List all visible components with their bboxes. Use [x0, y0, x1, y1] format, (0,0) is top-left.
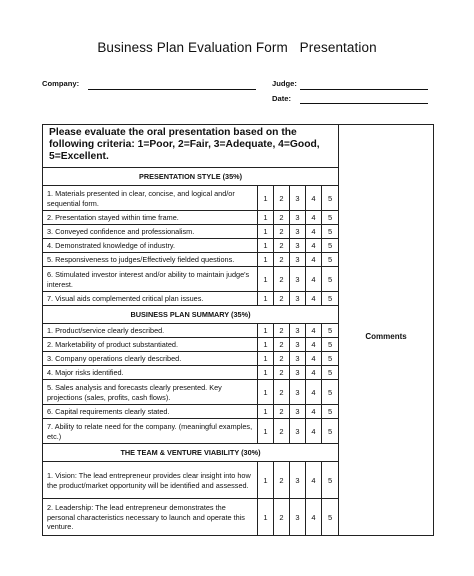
score-option-5[interactable]: 5	[322, 462, 339, 499]
score-option-5[interactable]: 5	[322, 225, 339, 239]
score-option-3[interactable]: 3	[290, 225, 306, 239]
criteria-text: 5. Responsiveness to judges/Effectively fielded questions.	[43, 253, 258, 267]
criteria-text: 7. Visual aids complemented critical plan issues.	[43, 292, 258, 306]
score-option-3[interactable]: 3	[290, 292, 306, 306]
score-option-2[interactable]: 2	[274, 324, 290, 338]
score-option-4[interactable]: 4	[306, 253, 322, 267]
score-option-4[interactable]: 4	[306, 239, 322, 253]
score-option-1[interactable]: 1	[258, 292, 274, 306]
score-option-1[interactable]: 1	[258, 499, 274, 536]
score-option-5[interactable]: 5	[322, 419, 339, 444]
score-option-5[interactable]: 5	[322, 352, 339, 366]
criteria-text: 6. Capital requirements clearly stated.	[43, 405, 258, 419]
score-option-3[interactable]: 3	[290, 380, 306, 405]
evaluation-table	[42, 124, 434, 536]
score-option-1[interactable]: 1	[258, 366, 274, 380]
score-option-4[interactable]: 4	[306, 267, 322, 292]
score-option-4[interactable]: 4	[306, 419, 322, 444]
score-option-2[interactable]: 2	[274, 366, 290, 380]
score-option-2[interactable]: 2	[274, 186, 290, 211]
score-option-1[interactable]: 1	[258, 253, 274, 267]
score-option-4[interactable]: 4	[306, 499, 322, 536]
score-option-4[interactable]: 4	[306, 366, 322, 380]
score-option-1[interactable]: 1	[258, 239, 274, 253]
form-title-presentation: Presentation	[299, 40, 377, 55]
score-option-1[interactable]: 1	[258, 211, 274, 225]
score-option-5[interactable]: 5	[322, 499, 339, 536]
score-option-4[interactable]: 4	[306, 462, 322, 499]
score-option-1[interactable]: 1	[258, 267, 274, 292]
score-option-2[interactable]: 2	[274, 253, 290, 267]
score-option-1[interactable]: 1	[258, 225, 274, 239]
score-option-5[interactable]: 5	[322, 239, 339, 253]
score-option-3[interactable]: 3	[290, 186, 306, 211]
score-option-3[interactable]: 3	[290, 419, 306, 444]
score-option-2[interactable]: 2	[274, 499, 290, 536]
score-option-1[interactable]: 1	[258, 380, 274, 405]
score-option-4[interactable]: 4	[306, 225, 322, 239]
score-option-2[interactable]: 2	[274, 338, 290, 352]
criteria-text: 1. Vision: The lead entrepreneur provides clear insight into how the product/market opportunity will be identified and assessed.	[43, 462, 258, 499]
score-option-5[interactable]: 5	[322, 186, 339, 211]
score-option-4[interactable]: 4	[306, 352, 322, 366]
section-title: PRESENTATION STYLE (35%)	[43, 168, 339, 186]
score-option-1[interactable]: 1	[258, 462, 274, 499]
score-option-5[interactable]: 5	[322, 253, 339, 267]
criteria-text: 6. Stimulated investor interest and/or ability to maintain judge's interest.	[43, 267, 258, 292]
criteria-text: 1. Materials presented in clear, concise, and logical and/or sequential form.	[43, 186, 258, 211]
score-option-3[interactable]: 3	[290, 366, 306, 380]
score-option-2[interactable]: 2	[274, 225, 290, 239]
score-option-2[interactable]: 2	[274, 405, 290, 419]
score-option-5[interactable]: 5	[322, 366, 339, 380]
company-label: Company:	[42, 79, 80, 88]
score-option-3[interactable]: 3	[290, 405, 306, 419]
score-option-3[interactable]: 3	[290, 267, 306, 292]
section-title: BUSINESS PLAN SUMMARY (35%)	[43, 306, 339, 324]
judge-field[interactable]	[300, 89, 428, 90]
score-option-2[interactable]: 2	[274, 462, 290, 499]
score-option-2[interactable]: 2	[274, 292, 290, 306]
score-option-4[interactable]: 4	[306, 405, 322, 419]
score-option-3[interactable]: 3	[290, 239, 306, 253]
score-option-4[interactable]: 4	[306, 292, 322, 306]
score-option-4[interactable]: 4	[306, 338, 322, 352]
criteria-text: 3. Conveyed confidence and professionalism.	[43, 225, 258, 239]
score-option-3[interactable]: 3	[290, 499, 306, 536]
criteria-text: 2. Presentation stayed within time frame.	[43, 211, 258, 225]
score-option-5[interactable]: 5	[322, 405, 339, 419]
score-option-5[interactable]: 5	[322, 267, 339, 292]
form-title	[0, 40, 474, 55]
score-option-3[interactable]: 3	[290, 253, 306, 267]
comments-header: Comments	[339, 125, 434, 536]
score-option-3[interactable]: 3	[290, 352, 306, 366]
score-option-4[interactable]: 4	[306, 186, 322, 211]
section-title: THE TEAM & VENTURE VIABILITY (30%)	[43, 444, 339, 462]
criteria-text: 5. Sales analysis and forecasts clearly presented. Key projections (sales, profits, cash flows).	[43, 380, 258, 405]
criteria-text: 3. Company operations clearly described.	[43, 352, 258, 366]
score-option-1[interactable]: 1	[258, 186, 274, 211]
score-option-5[interactable]: 5	[322, 292, 339, 306]
criteria-text: 4. Demonstrated knowledge of industry.	[43, 239, 258, 253]
date-field[interactable]	[300, 103, 428, 104]
company-field[interactable]	[88, 89, 256, 90]
score-option-4[interactable]: 4	[306, 380, 322, 405]
instruction-row	[43, 125, 434, 168]
score-option-5[interactable]: 5	[322, 338, 339, 352]
score-option-1[interactable]: 1	[258, 338, 274, 352]
criteria-text: 4. Major risks identified.	[43, 366, 258, 380]
score-option-1[interactable]: 1	[258, 419, 274, 444]
score-option-4[interactable]: 4	[306, 324, 322, 338]
score-option-3[interactable]: 3	[290, 338, 306, 352]
score-option-1[interactable]: 1	[258, 324, 274, 338]
instructions-text: Please evaluate the oral presentation based on the following criteria: 1=Poor, 2=Fair, 3=Adequate, 4=Good, 5=Excellent.	[43, 125, 339, 168]
score-option-3[interactable]: 3	[290, 324, 306, 338]
date-label: Date:	[272, 94, 291, 103]
criteria-text: 2. Leadership: The lead entrepreneur demonstrates the personal characteristics necessary to launch and operate this venture.	[43, 499, 258, 536]
score-option-2[interactable]: 2	[274, 352, 290, 366]
score-option-2[interactable]: 2	[274, 211, 290, 225]
score-option-2[interactable]: 2	[274, 419, 290, 444]
score-option-2[interactable]: 2	[274, 267, 290, 292]
criteria-text: 7. Ability to relate need for the company. (meaningful examples, etc.)	[43, 419, 258, 444]
score-option-1[interactable]: 1	[258, 352, 274, 366]
score-option-5[interactable]: 5	[322, 324, 339, 338]
score-option-2[interactable]: 2	[274, 380, 290, 405]
judge-label: Judge:	[272, 79, 297, 88]
criteria-text: 2. Marketability of product substantiated.	[43, 338, 258, 352]
score-option-2[interactable]: 2	[274, 239, 290, 253]
score-option-5[interactable]: 5	[322, 211, 339, 225]
score-option-3[interactable]: 3	[290, 462, 306, 499]
score-option-3[interactable]: 3	[290, 211, 306, 225]
score-option-4[interactable]: 4	[306, 211, 322, 225]
score-option-1[interactable]: 1	[258, 405, 274, 419]
form-title-main: Business Plan Evaluation Form	[97, 40, 288, 55]
criteria-text: 1. Product/service clearly described.	[43, 324, 258, 338]
score-option-5[interactable]: 5	[322, 380, 339, 405]
